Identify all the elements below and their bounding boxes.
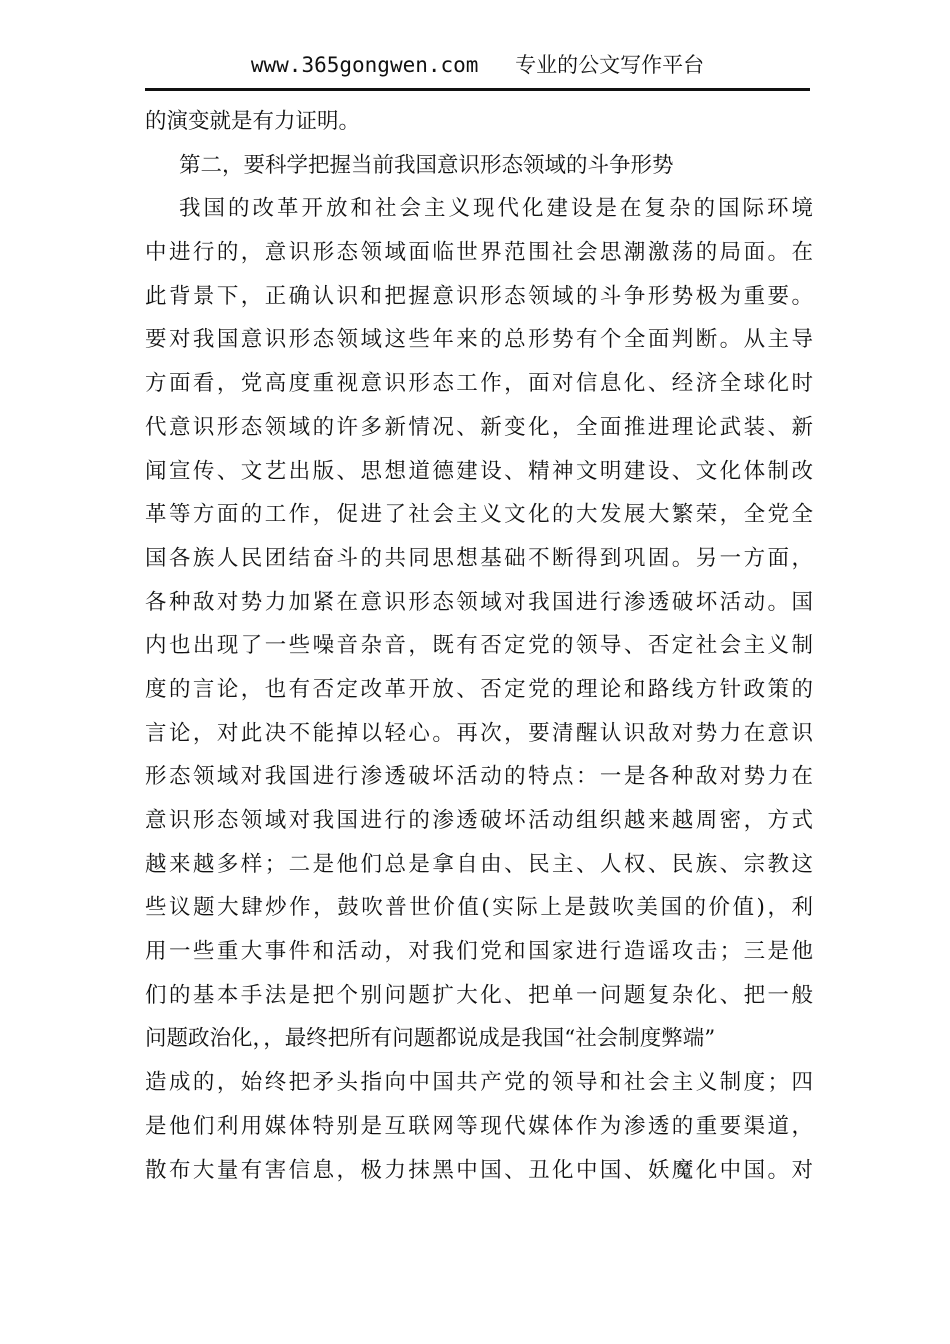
text-line: 造成的，始终把矛头指向中国共产党的领导和社会主义制度；四 (145, 1070, 813, 1096)
text-line: 各种敌对势力加紧在意识形态领域对我国进行渗透破坏活动。国 (145, 589, 813, 615)
text-line: 闻宣传、文艺出版、思想道德建设、精神文明建设、文化体制改 (145, 458, 813, 484)
text-line: 革等方面的工作，促进了社会主义文化的大发展大繁荣，全党全 (145, 502, 813, 528)
text-line: 内也出现了一些噪音杂音，既有否定党的领导、否定社会主义制 (145, 633, 813, 659)
header-site-url: www.365gongwen.com (250, 53, 479, 77)
text-line: 的演变就是有力证明。 (145, 109, 361, 134)
text-line: 方面看，党高度重视意识形态工作，面对信息化、经济全球化时 (145, 371, 813, 397)
text-line: 越来越多样；二是他们总是拿自由、民主、人权、民族、宗教这 (145, 851, 813, 877)
text-line: 散布大量有害信息，极力抹黑中国、丑化中国、妖魔化中国。对 (145, 1157, 813, 1183)
text-line: 此背景下，正确认识和把握意识形态领域的斗争形势极为重要。 (145, 283, 813, 309)
text-line: 些议题大肆炒作，鼓吹普世价值(实际上是鼓吹美国的价值)，利 (145, 895, 813, 921)
page-header (145, 48, 810, 91)
header-slogan: 专业的公文写作平台 (515, 53, 705, 77)
text-line: 形态领域对我国进行渗透破坏活动的特点：一是各种敌对势力在 (145, 764, 813, 790)
document-body (145, 100, 813, 1192)
text-line: 度的言论，也有否定改革开放、否定党的理论和路线方针政策的 (145, 676, 813, 702)
text-line: 我国的改革开放和社会主义现代化建设是在复杂的国际环境 (179, 196, 813, 222)
text-line: 是他们利用媒体特别是互联网等现代媒体作为渗透的重要渠道， (145, 1113, 813, 1139)
text-line: 言论，对此决不能掉以轻心。再次，要清醒认识敌对势力在意识 (145, 720, 813, 746)
text-line: 问题政治化，，最终把所有问题都说成是我国“社会制度弊端” (145, 1026, 716, 1052)
text-line: 要对我国意识形态领域这些年来的总形势有个全面判断。从主导 (145, 327, 813, 353)
text-line: 意识形态领域对我国进行的渗透破坏活动组织越来越周密，方式 (145, 808, 813, 833)
text-line: 代意识形态领域的许多新情况、新变化，全面推进理论武装、新 (145, 414, 813, 440)
text-line: 国各族人民团结奋斗的共同思想基础不断得到巩固。另一方面， (145, 545, 813, 571)
text-line: 中进行的，意识形态领域面临世界范围社会思潮激荡的局面。在 (145, 240, 813, 266)
text-line: 们的基本手法是把个别问题扩大化、把单一问题复杂化、把一般 (145, 982, 813, 1008)
text-line: 用一些重大事件和活动，对我们党和国家进行造谣攻击；三是他 (145, 939, 813, 965)
section-heading: 第二，要科学把握当前我国意识形态领域的斗争形势 (179, 152, 674, 178)
